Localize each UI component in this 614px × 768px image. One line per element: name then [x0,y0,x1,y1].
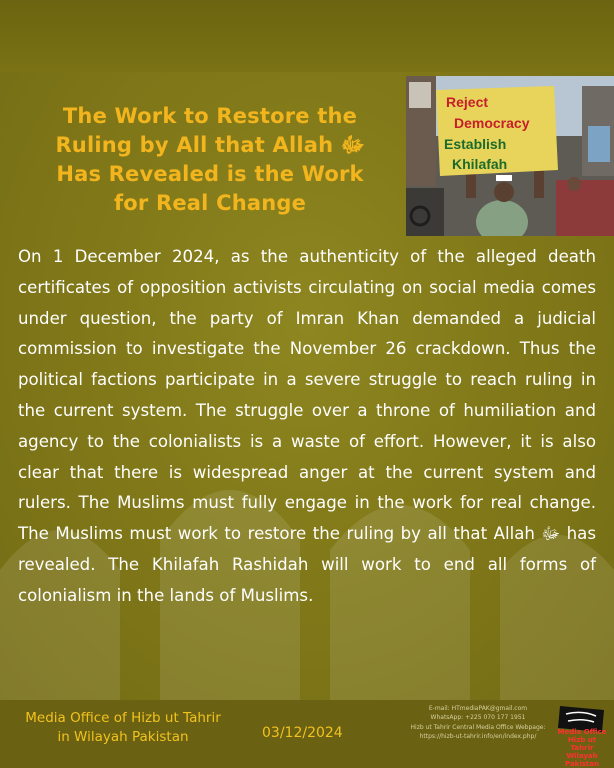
contact-whatsapp: WhatsApp: +225 070 177 1951 [430,714,526,722]
contact-website-url[interactable]: https://hizb-ut-tahrir.info/en/index.php/ [419,733,537,741]
logo-line-3: Wilayah Pakistan [565,752,599,768]
logo-line-1: Media Office [557,728,607,736]
sign-line-3: Establish [444,136,507,152]
contact-email[interactable]: E-mail: HTmediaPAK@gmail.com [428,705,528,712]
contact-info [400,704,556,742]
media-office-label [18,709,228,747]
top-banner [0,0,614,72]
logo-text [556,728,608,768]
hizb-ut-tahrir-logo [556,702,608,768]
logo-line-2: Hizb ut Tahrir [567,736,597,752]
media-office-line-2: in Wilayah Pakistan [57,729,189,745]
contact-website-label: Hizb ut Tahrir Central Media Office Webpage: [410,723,546,731]
page-title: The Work to Restore the Ruling by All that Allah ﷻ Has Revealed is the Work for Real Change [55,104,365,215]
sign-line-1: Reject [446,94,489,110]
article-body: On 1 December 2024, as the authenticity of the alleged death certificates of opposition activists circulating on social media comes under question, the party of Imran Khan demanded a judicial commission to investigate the November 26 crackdown. Thus the political factions participate in a severe struggle to reach ruling in the current system. The struggle over a throne of humiliation and agency to the colonialists is a waste of effort. However, it is also clear that there is widespread anger at the current system and rulers. The Muslims must fully engage in the work for real change. The Muslims must work to restore the ruling by all that Allah ﷻ has revealed. The Khilafah Rashidah will work to end all forms of colonialism in the lands of Muslims. [18,247,596,605]
sign-line-4: Khilafah [452,156,508,172]
media-office-line-1: Media Office of Hizb ut Tahrir [25,710,221,726]
sign-line-2: Democracy [454,115,530,131]
publish-date: 03/12/2024 [262,725,343,741]
protest-photo [406,76,614,236]
